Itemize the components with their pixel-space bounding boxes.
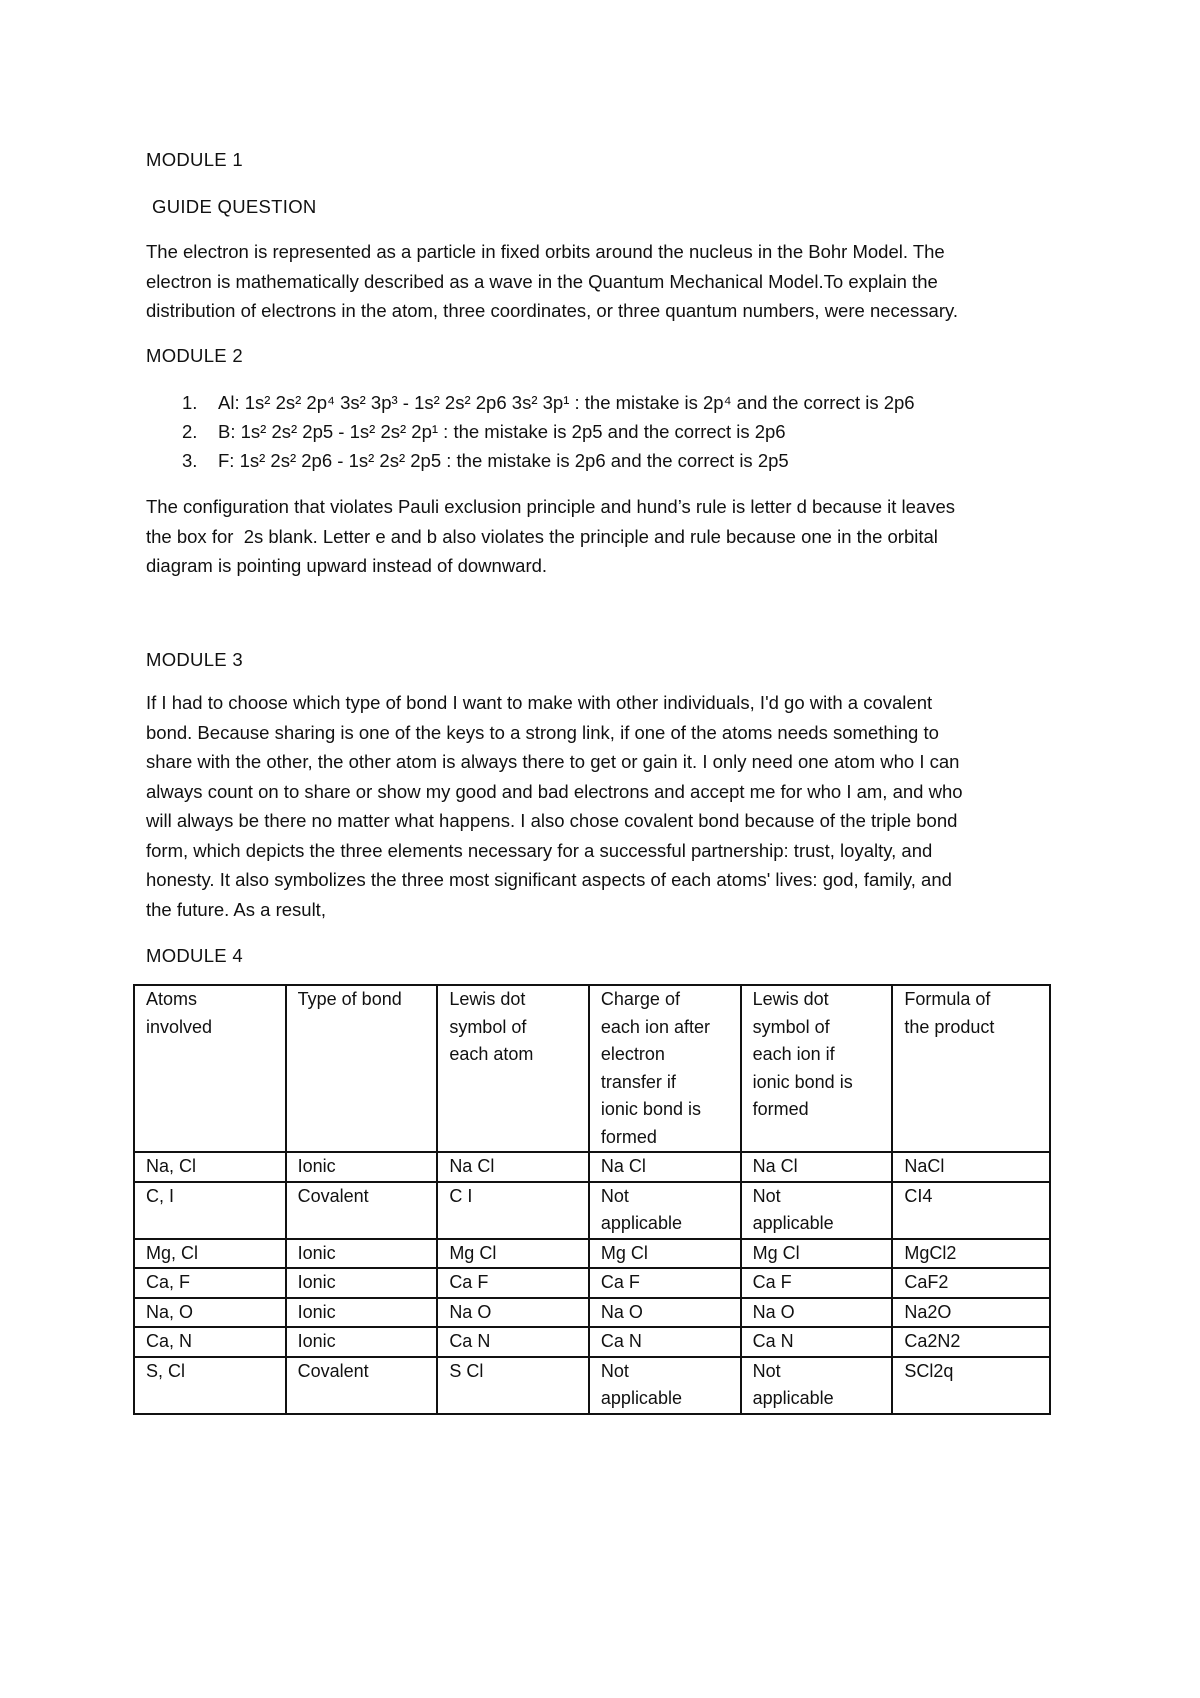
cell-text: Ca F xyxy=(449,1272,489,1292)
table-row xyxy=(134,1327,1050,1357)
cell-text: symbol of xyxy=(449,1016,527,1037)
module-3-heading: MODULE 3 xyxy=(146,649,243,670)
table-cell xyxy=(741,1327,893,1357)
table-cell xyxy=(589,1152,741,1182)
table-header-cell xyxy=(286,985,438,1152)
table-cell xyxy=(134,1182,286,1239)
paragraph-line: electron is mathematically described as a wave in the Quantum Mechanical Model.To explain the xyxy=(146,270,938,292)
cell-text: Atoms xyxy=(146,989,198,1009)
cell-text: Na Cl xyxy=(752,1156,798,1176)
paragraph-line: If I had to choose which type of bond I want to make with other individuals, I'd go with a covalent xyxy=(146,692,933,713)
table-cell xyxy=(741,1357,893,1414)
table-cell xyxy=(286,1182,438,1239)
cell-text: Ionic xyxy=(297,1156,336,1176)
cell-text: Ca N xyxy=(752,1331,794,1351)
table-cell xyxy=(741,1268,893,1298)
paragraph-line: the future. As a result, xyxy=(146,898,326,920)
table-header-cell xyxy=(589,985,741,1152)
cell-text: Na, Cl xyxy=(146,1156,197,1176)
cell-text: Ionic xyxy=(297,1242,336,1263)
table-cell xyxy=(741,1298,893,1328)
cell-text: CI4 xyxy=(904,1185,933,1206)
cell-text: S, Cl xyxy=(146,1360,186,1381)
paragraph-line: bond. Because sharing is one of the keys to a strong link, if one of the atoms needs something to xyxy=(146,721,939,743)
list-item-number: 1. xyxy=(182,392,198,413)
table-header-cell xyxy=(437,985,589,1152)
paragraph-line: honesty. It also symbolizes the three most significant aspects of each atoms' lives: god, family, and xyxy=(146,869,952,890)
cell-text: electron xyxy=(600,1044,665,1064)
table-cell xyxy=(134,1298,286,1328)
cell-text: Type of bond xyxy=(297,989,402,1009)
cell-text: Na O xyxy=(600,1301,643,1322)
module-1-paragraph xyxy=(146,237,1071,326)
table-cell xyxy=(892,1268,1050,1298)
cell-text: Na Cl xyxy=(449,1156,495,1176)
cell-text: the product xyxy=(904,1016,995,1037)
table-cell xyxy=(134,1152,286,1182)
cell-text: transfer if xyxy=(600,1071,676,1092)
cell-text: Charge of xyxy=(600,989,680,1009)
table-row xyxy=(134,1239,1050,1269)
paragraph-line: share with the other, the other atom is always there to get or gain it. I only need one atom who I can xyxy=(146,751,960,772)
cell-text: applicable xyxy=(752,1213,834,1233)
list-item-text: F: 1s² 2s² 2p6 - 1s² 2s² 2p5 : the mistake is 2p6 and the correct is 2p5 xyxy=(218,450,789,471)
table-cell xyxy=(589,1239,741,1269)
cell-text: Na2O xyxy=(904,1301,952,1322)
cell-text: S Cl xyxy=(449,1360,484,1381)
table-row xyxy=(134,1152,1050,1182)
table-row xyxy=(134,1268,1050,1298)
cell-text: Ionic xyxy=(297,1272,336,1292)
cell-text: Mg Cl xyxy=(600,1242,648,1263)
cell-text: each atom xyxy=(449,1044,534,1064)
table-cell xyxy=(134,1239,286,1269)
table-cell xyxy=(286,1152,438,1182)
cell-text: Ionic xyxy=(297,1331,336,1351)
cell-text: Ca, N xyxy=(146,1331,193,1351)
table-cell xyxy=(286,1268,438,1298)
cell-text: Mg Cl xyxy=(449,1242,497,1263)
table-header-cell xyxy=(892,985,1050,1152)
table-cell xyxy=(741,1182,893,1239)
table-cell xyxy=(134,1357,286,1414)
cell-text: symbol of xyxy=(752,1016,830,1037)
list-item-number: 2. xyxy=(182,421,198,442)
cell-text: Mg Cl xyxy=(752,1242,800,1263)
table-row xyxy=(134,1182,1050,1239)
cell-text: Mg, Cl xyxy=(146,1242,199,1263)
cell-text: Lewis dot xyxy=(449,989,526,1009)
table-cell xyxy=(892,1357,1050,1414)
cell-text: involved xyxy=(146,1016,213,1037)
table-cell xyxy=(892,1327,1050,1357)
cell-text: C I xyxy=(449,1185,473,1206)
cell-text: ionic bond is xyxy=(752,1071,853,1092)
table-cell xyxy=(134,1327,286,1357)
cell-text: Ca F xyxy=(600,1272,640,1292)
table-cell xyxy=(286,1239,438,1269)
cell-text: each ion after xyxy=(600,1016,710,1037)
cell-text: NaCl xyxy=(904,1156,945,1176)
table-row xyxy=(134,1298,1050,1328)
cell-text: Ca N xyxy=(449,1331,491,1351)
table-cell xyxy=(892,1298,1050,1328)
cell-text: formed xyxy=(752,1099,809,1119)
cell-text: applicable xyxy=(600,1388,682,1408)
guide-question-heading: GUIDE QUESTION xyxy=(152,196,317,217)
module-3-paragraph xyxy=(146,688,1071,924)
paragraph-line: distribution of electrons in the atom, three coordinates, or three quantum numbers, were necessary. xyxy=(146,300,959,321)
table-cell xyxy=(741,1239,893,1269)
cell-text: Ionic xyxy=(297,1301,336,1322)
table-row xyxy=(134,1357,1050,1414)
table-cell xyxy=(437,1268,589,1298)
cell-text: Not xyxy=(752,1185,781,1206)
list-item xyxy=(146,388,1106,417)
table-header-row xyxy=(134,985,1050,1152)
table-cell xyxy=(437,1327,589,1357)
cell-text: Formula of xyxy=(904,989,991,1009)
paragraph-line: diagram is pointing upward instead of downward. xyxy=(146,555,548,576)
cell-text: Covalent xyxy=(297,1360,369,1381)
list-item-text: Al: 1s² 2s² 2p⁴ 3s² 3p³ - 1s² 2s² 2p6 3s² 3p¹ : the mistake is 2p⁴ and the correct is 2p6 xyxy=(218,392,915,413)
module-4-heading: MODULE 4 xyxy=(146,945,243,966)
list-item-number: 3. xyxy=(182,450,198,471)
cell-text: CaF2 xyxy=(904,1272,949,1292)
cell-text: C, I xyxy=(146,1185,175,1206)
cell-text: MgCl2 xyxy=(904,1242,957,1263)
cell-text: applicable xyxy=(600,1213,682,1233)
cell-text: applicable xyxy=(752,1388,834,1408)
paragraph-line: The electron is represented as a particle in fixed orbits around the nucleus in the Bohr Model. The xyxy=(146,241,945,262)
table-cell xyxy=(437,1182,589,1239)
module-1-heading: MODULE 1 xyxy=(146,149,243,170)
table-cell xyxy=(892,1152,1050,1182)
module-2-heading: MODULE 2 xyxy=(146,345,243,366)
list-item xyxy=(146,446,1106,475)
cell-text: Lewis dot xyxy=(752,989,829,1009)
cell-text: Not xyxy=(600,1185,629,1206)
paragraph-line: The configuration that violates Pauli exclusion principle and hund’s rule is letter d because it leaves xyxy=(146,496,955,517)
cell-text: Na, O xyxy=(146,1301,194,1322)
cell-text: ionic bond is xyxy=(600,1099,701,1119)
table-cell xyxy=(437,1298,589,1328)
table-cell xyxy=(134,1268,286,1298)
cell-text: Na Cl xyxy=(600,1156,646,1176)
paragraph-line: always count on to share or show my good and bad electrons and accept me for who I am, and who xyxy=(146,780,963,802)
cell-text: formed xyxy=(600,1126,657,1147)
cell-text: Not xyxy=(752,1360,781,1381)
table-cell xyxy=(589,1268,741,1298)
cell-text: Not xyxy=(600,1360,629,1381)
table-cell xyxy=(892,1239,1050,1269)
ionic-covalent-table xyxy=(133,984,1051,1415)
table-cell xyxy=(286,1357,438,1414)
list-item-text: B: 1s² 2s² 2p5 - 1s² 2s² 2p¹ : the mistake is 2p5 and the correct is 2p6 xyxy=(218,421,786,442)
table-cell xyxy=(437,1357,589,1414)
configuration-list xyxy=(146,388,1106,475)
table-cell xyxy=(286,1298,438,1328)
table-cell xyxy=(741,1152,893,1182)
module-2-paragraph xyxy=(146,492,1071,581)
table-cell xyxy=(589,1327,741,1357)
list-item xyxy=(146,417,1106,446)
cell-text: Na O xyxy=(449,1301,492,1322)
paragraph-line: will always be there no matter what happens. I also chose covalent bond because of the triple bond xyxy=(146,810,958,831)
table-cell xyxy=(589,1298,741,1328)
table-header-cell xyxy=(741,985,893,1152)
table-cell xyxy=(286,1327,438,1357)
table-cell xyxy=(437,1152,589,1182)
table-cell xyxy=(892,1182,1050,1239)
cell-text: Ca, F xyxy=(146,1272,191,1292)
cell-text: each ion if xyxy=(752,1044,835,1064)
cell-text: Ca N xyxy=(600,1331,642,1351)
table-header-cell xyxy=(134,985,286,1152)
cell-text: SCl2q xyxy=(904,1360,954,1381)
cell-text: Ca F xyxy=(752,1272,792,1292)
table-cell xyxy=(437,1239,589,1269)
cell-text: Ca2N2 xyxy=(904,1331,961,1351)
table-cell xyxy=(589,1357,741,1414)
cell-text: Na O xyxy=(752,1301,795,1322)
table-cell xyxy=(589,1182,741,1239)
paragraph-line: the box for 2s blank. Letter e and b also violates the principle and rule because one in the orbital xyxy=(146,525,938,547)
cell-text: Covalent xyxy=(297,1185,369,1206)
paragraph-line: form, which depicts the three elements necessary for a successful partnership: trust, loyalty, and xyxy=(146,839,933,861)
